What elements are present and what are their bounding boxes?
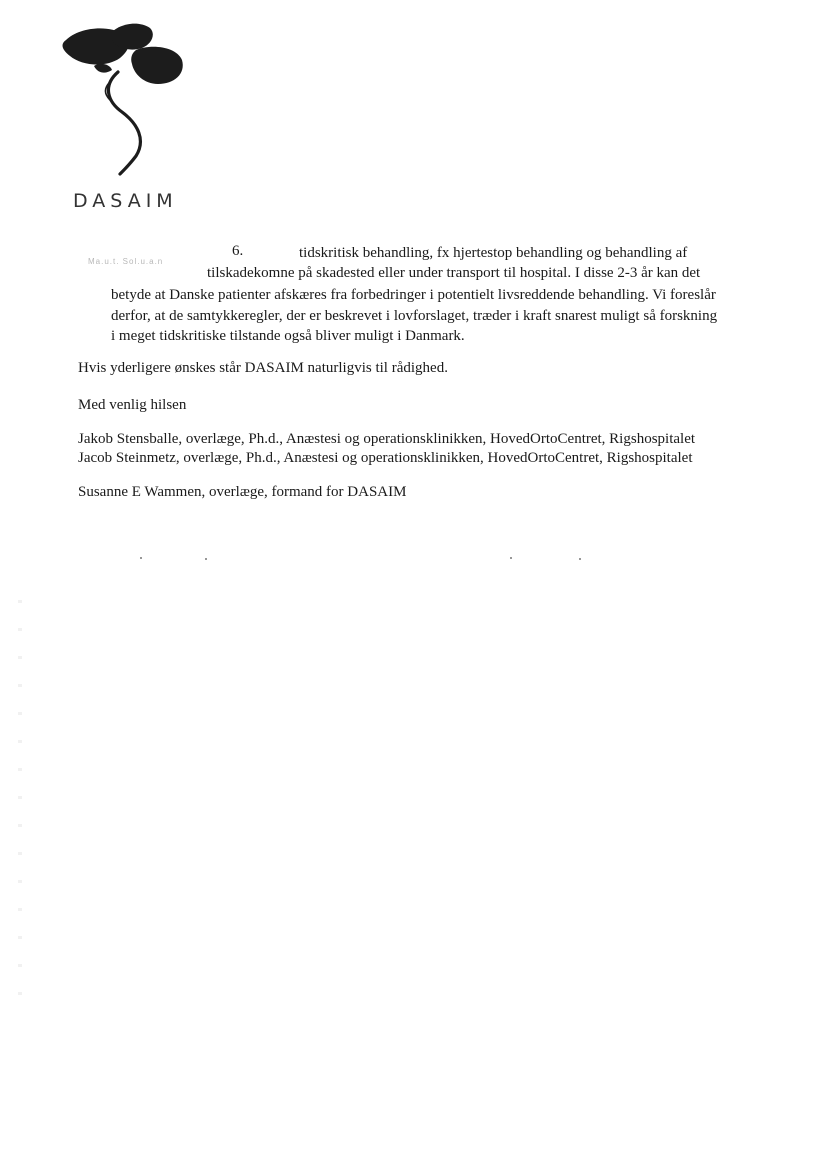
chair-signatory: Susanne E Wammen, overlæge, formand for DASAIM [78, 484, 407, 500]
item-line: tilskadekomne på skadested eller under transport til hospital. I disse 2-3 år kan det [207, 265, 701, 281]
signatory: Jakob Stensballe, overlæge, Ph.d., Anæstesi og operationsklinikken, HovedOrtoCentret, Rigshospitalet [78, 431, 696, 447]
dasaim-logo [58, 22, 188, 182]
faint-stamp-text: Ma.u.t. Sol.u.a.n [88, 257, 164, 266]
closing-greeting: Med venlig hilsen [78, 397, 187, 413]
item-line: betyde at Danske patienter afskæres fra forbedringer i potentielt livsreddende behandling. Vi foreslår [111, 287, 716, 303]
item-number: 6. [232, 243, 244, 259]
item-line: derfor, at de samtykkeregler, der er beskrevet i lovforslaget, træder i kraft snarest muligt så forskning [111, 308, 718, 324]
scan-speck [579, 558, 581, 560]
item-line: i meget tidskritiske tilstande også bliver muligt i Danmark. [111, 328, 465, 344]
item-line: tidskritisk behandling, fx hjertestop behandling og behandling af [299, 245, 688, 261]
org-name: DASAIM [73, 190, 178, 212]
signatory: Jacob Steinmetz, overlæge, Ph.d., Anæstesi og operationsklinikken, HovedOrtoCentret, Rigshospitalet [78, 450, 693, 466]
closing-offer: Hvis yderligere ønskes står DASAIM naturligvis til rådighed. [78, 360, 448, 376]
scan-speck [140, 557, 142, 559]
scan-speck [510, 557, 512, 559]
scan-speck [205, 558, 207, 560]
scan-edge-noise [18, 600, 22, 1020]
